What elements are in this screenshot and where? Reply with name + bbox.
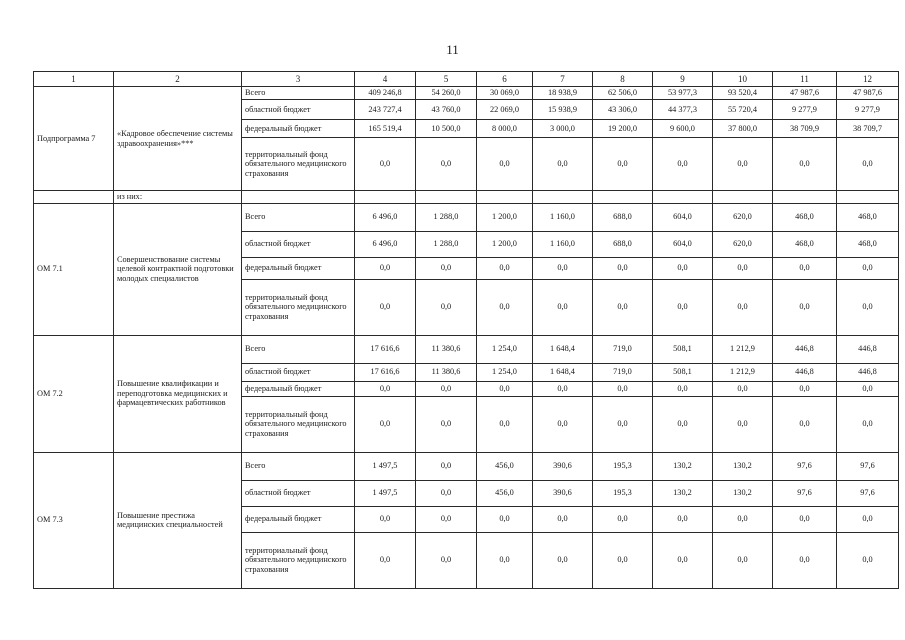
header-cell: 7 [533, 72, 593, 87]
amount-cell: 54 260,0 [416, 87, 477, 100]
item-code: ОМ 7.2 [34, 335, 114, 452]
item-name: Совершенствование системы целевой контрактной подготовки молодых специалистов [114, 203, 242, 335]
amount-cell: 1 648,4 [533, 335, 593, 363]
amount-cell: 0,0 [477, 532, 533, 588]
amount-cell: 37 800,0 [713, 120, 773, 138]
amount-cell: 0,0 [416, 138, 477, 191]
amount-cell: 0,0 [593, 138, 653, 191]
amount-cell: 0,0 [593, 279, 653, 335]
amount-cell: 243 727,4 [355, 100, 416, 120]
amount-cell: 604,0 [653, 231, 713, 257]
amount-cell: 0,0 [773, 279, 837, 335]
amount-cell: 1 288,0 [416, 203, 477, 231]
amount-cell: 30 069,0 [477, 87, 533, 100]
funding-source: федеральный бюджет [242, 257, 355, 279]
amount-cell: 0,0 [773, 138, 837, 191]
amount-cell: 9 277,9 [837, 100, 899, 120]
header-cell: 11 [773, 72, 837, 87]
amount-cell: 390,6 [533, 480, 593, 506]
funding-source: Всего [242, 335, 355, 363]
amount-cell: 719,0 [593, 335, 653, 363]
amount-cell: 62 506,0 [593, 87, 653, 100]
amount-cell: 0,0 [837, 381, 899, 396]
amount-cell: 0,0 [713, 506, 773, 532]
amount-cell: 0,0 [653, 506, 713, 532]
amount-cell: 0,0 [416, 381, 477, 396]
header-cell: 10 [713, 72, 773, 87]
amount-cell: 0,0 [416, 480, 477, 506]
amount-cell: 456,0 [477, 480, 533, 506]
amount-cell: 55 720,4 [713, 100, 773, 120]
funding-source: федеральный бюджет [242, 120, 355, 138]
amount-cell: 0,0 [837, 506, 899, 532]
amount-cell: 0,0 [773, 257, 837, 279]
amount-cell: 9 277,9 [773, 100, 837, 120]
amount-cell: 0,0 [355, 381, 416, 396]
funding-source: Всего [242, 452, 355, 480]
amount-cell: 0,0 [653, 396, 713, 452]
amount-cell: 195,3 [593, 480, 653, 506]
amount-cell: 0,0 [416, 532, 477, 588]
empty-cell [533, 191, 593, 204]
amount-cell: 0,0 [653, 138, 713, 191]
amount-cell: 97,6 [773, 452, 837, 480]
amount-cell: 409 246,8 [355, 87, 416, 100]
amount-cell: 0,0 [837, 532, 899, 588]
amount-cell: 1 254,0 [477, 335, 533, 363]
header-cell: 12 [837, 72, 899, 87]
amount-cell: 0,0 [533, 532, 593, 588]
header-cell: 5 [416, 72, 477, 87]
amount-cell: 0,0 [773, 381, 837, 396]
amount-cell: 1 212,9 [713, 335, 773, 363]
amount-cell: 446,8 [773, 363, 837, 381]
amount-cell: 0,0 [533, 506, 593, 532]
amount-cell: 19 200,0 [593, 120, 653, 138]
amount-cell: 0,0 [653, 279, 713, 335]
amount-cell: 10 500,0 [416, 120, 477, 138]
amount-cell: 17 616,6 [355, 335, 416, 363]
empty-cell [593, 191, 653, 204]
amount-cell: 93 520,4 [713, 87, 773, 100]
amount-cell: 0,0 [653, 532, 713, 588]
header-cell: 2 [114, 72, 242, 87]
amount-cell: 0,0 [713, 138, 773, 191]
table-row [34, 452, 899, 480]
amount-cell: 468,0 [773, 231, 837, 257]
amount-cell: 0,0 [773, 532, 837, 588]
amount-cell: 6 496,0 [355, 231, 416, 257]
amount-cell: 0,0 [653, 381, 713, 396]
amount-cell: 38 709,7 [837, 120, 899, 138]
empty-cell [713, 191, 773, 204]
item-code: ОМ 7.3 [34, 452, 114, 588]
amount-cell: 0,0 [416, 257, 477, 279]
amount-cell: 0,0 [713, 532, 773, 588]
amount-cell: 604,0 [653, 203, 713, 231]
amount-cell: 1 200,0 [477, 203, 533, 231]
amount-cell: 0,0 [416, 452, 477, 480]
amount-cell: 468,0 [837, 231, 899, 257]
amount-cell: 0,0 [533, 381, 593, 396]
funding-source: территориальный фонд обязательного медицинского страхования [242, 279, 355, 335]
item-name: «Кадровое обеспечение системы здравоохранения»*** [114, 87, 242, 191]
amount-cell: 130,2 [653, 452, 713, 480]
budget-table [33, 71, 899, 589]
funding-source: федеральный бюджет [242, 506, 355, 532]
amount-cell: 508,1 [653, 335, 713, 363]
amount-cell: 8 000,0 [477, 120, 533, 138]
empty-cell [416, 191, 477, 204]
header-cell: 8 [593, 72, 653, 87]
amount-cell: 0,0 [533, 257, 593, 279]
amount-cell: 38 709,9 [773, 120, 837, 138]
empty-cell [773, 191, 837, 204]
budget-table-body [34, 72, 899, 589]
amount-cell: 1 212,9 [713, 363, 773, 381]
amount-cell: 44 377,3 [653, 100, 713, 120]
amount-cell: 3 000,0 [533, 120, 593, 138]
amount-cell: 130,2 [713, 480, 773, 506]
funding-source: областной бюджет [242, 363, 355, 381]
funding-source: федеральный бюджет [242, 381, 355, 396]
of-them-row [34, 191, 899, 204]
amount-cell: 0,0 [593, 396, 653, 452]
amount-cell: 0,0 [713, 381, 773, 396]
amount-cell: 0,0 [477, 381, 533, 396]
amount-cell: 0,0 [837, 138, 899, 191]
amount-cell: 97,6 [773, 480, 837, 506]
amount-cell: 1 160,0 [533, 231, 593, 257]
of-them-label: из них: [114, 191, 242, 204]
header-cell: 1 [34, 72, 114, 87]
amount-cell: 620,0 [713, 203, 773, 231]
empty-cell [837, 191, 899, 204]
amount-cell: 390,6 [533, 452, 593, 480]
header-cell: 3 [242, 72, 355, 87]
table-row [34, 335, 899, 363]
amount-cell: 0,0 [837, 396, 899, 452]
amount-cell: 22 069,0 [477, 100, 533, 120]
empty-cell [477, 191, 533, 204]
amount-cell: 0,0 [355, 532, 416, 588]
amount-cell: 0,0 [593, 257, 653, 279]
amount-cell: 0,0 [593, 381, 653, 396]
amount-cell: 43 306,0 [593, 100, 653, 120]
amount-cell: 0,0 [593, 506, 653, 532]
amount-cell: 468,0 [837, 203, 899, 231]
amount-cell: 18 938,9 [533, 87, 593, 100]
item-name: Повышение квалификации и переподготовка медицинских и фармацевтических работников [114, 335, 242, 452]
amount-cell: 688,0 [593, 203, 653, 231]
funding-source: областной бюджет [242, 100, 355, 120]
funding-source: территориальный фонд обязательного медицинского страхования [242, 532, 355, 588]
amount-cell: 1 160,0 [533, 203, 593, 231]
amount-cell: 0,0 [837, 279, 899, 335]
amount-cell: 446,8 [837, 363, 899, 381]
amount-cell: 0,0 [713, 257, 773, 279]
amount-cell: 47 987,6 [773, 87, 837, 100]
amount-cell: 47 987,6 [837, 87, 899, 100]
amount-cell: 1 254,0 [477, 363, 533, 381]
funding-source: территориальный фонд обязательного медицинского страхования [242, 396, 355, 452]
header-cell: 4 [355, 72, 416, 87]
amount-cell: 1 648,4 [533, 363, 593, 381]
funding-source: Всего [242, 203, 355, 231]
amount-cell: 9 600,0 [653, 120, 713, 138]
amount-cell: 1 497,5 [355, 480, 416, 506]
amount-cell: 130,2 [713, 452, 773, 480]
amount-cell: 0,0 [773, 506, 837, 532]
amount-cell: 0,0 [533, 138, 593, 191]
amount-cell: 11 380,6 [416, 363, 477, 381]
item-code: Подпрограмма 7 [34, 87, 114, 191]
empty-cell [34, 191, 114, 204]
amount-cell: 0,0 [477, 257, 533, 279]
amount-cell: 0,0 [533, 396, 593, 452]
item-name: Повышение престижа медицинских специальностей [114, 452, 242, 588]
amount-cell: 43 760,0 [416, 100, 477, 120]
amount-cell: 0,0 [416, 506, 477, 532]
header-row [34, 72, 899, 87]
amount-cell: 0,0 [355, 396, 416, 452]
amount-cell: 0,0 [355, 279, 416, 335]
amount-cell: 688,0 [593, 231, 653, 257]
amount-cell: 0,0 [713, 279, 773, 335]
amount-cell: 0,0 [416, 396, 477, 452]
item-code: ОМ 7.1 [34, 203, 114, 335]
amount-cell: 446,8 [837, 335, 899, 363]
amount-cell: 11 380,6 [416, 335, 477, 363]
header-cell: 9 [653, 72, 713, 87]
amount-cell: 0,0 [355, 506, 416, 532]
amount-cell: 0,0 [593, 532, 653, 588]
amount-cell: 620,0 [713, 231, 773, 257]
amount-cell: 468,0 [773, 203, 837, 231]
empty-cell [242, 191, 355, 204]
funding-source: областной бюджет [242, 480, 355, 506]
amount-cell: 446,8 [773, 335, 837, 363]
amount-cell: 0,0 [355, 138, 416, 191]
amount-cell: 0,0 [477, 396, 533, 452]
amount-cell: 0,0 [477, 138, 533, 191]
amount-cell: 1 497,5 [355, 452, 416, 480]
amount-cell: 17 616,6 [355, 363, 416, 381]
amount-cell: 1 288,0 [416, 231, 477, 257]
table-row [34, 203, 899, 231]
funding-source: областной бюджет [242, 231, 355, 257]
amount-cell: 165 519,4 [355, 120, 416, 138]
amount-cell: 6 496,0 [355, 203, 416, 231]
header-cell: 6 [477, 72, 533, 87]
amount-cell: 0,0 [653, 257, 713, 279]
amount-cell: 1 200,0 [477, 231, 533, 257]
empty-cell [653, 191, 713, 204]
funding-source: Всего [242, 87, 355, 100]
empty-cell [355, 191, 416, 204]
amount-cell: 130,2 [653, 480, 713, 506]
amount-cell: 0,0 [773, 396, 837, 452]
amount-cell: 0,0 [713, 396, 773, 452]
amount-cell: 456,0 [477, 452, 533, 480]
amount-cell: 195,3 [593, 452, 653, 480]
page-number: 11 [446, 42, 459, 57]
amount-cell: 53 977,3 [653, 87, 713, 100]
table-row [34, 87, 899, 100]
amount-cell: 508,1 [653, 363, 713, 381]
amount-cell: 0,0 [837, 257, 899, 279]
amount-cell: 0,0 [533, 279, 593, 335]
amount-cell: 719,0 [593, 363, 653, 381]
amount-cell: 97,6 [837, 452, 899, 480]
amount-cell: 0,0 [416, 279, 477, 335]
amount-cell: 0,0 [477, 279, 533, 335]
amount-cell: 15 938,9 [533, 100, 593, 120]
amount-cell: 97,6 [837, 480, 899, 506]
funding-source: территориальный фонд обязательного медицинского страхования [242, 138, 355, 191]
amount-cell: 0,0 [477, 506, 533, 532]
amount-cell: 0,0 [355, 257, 416, 279]
